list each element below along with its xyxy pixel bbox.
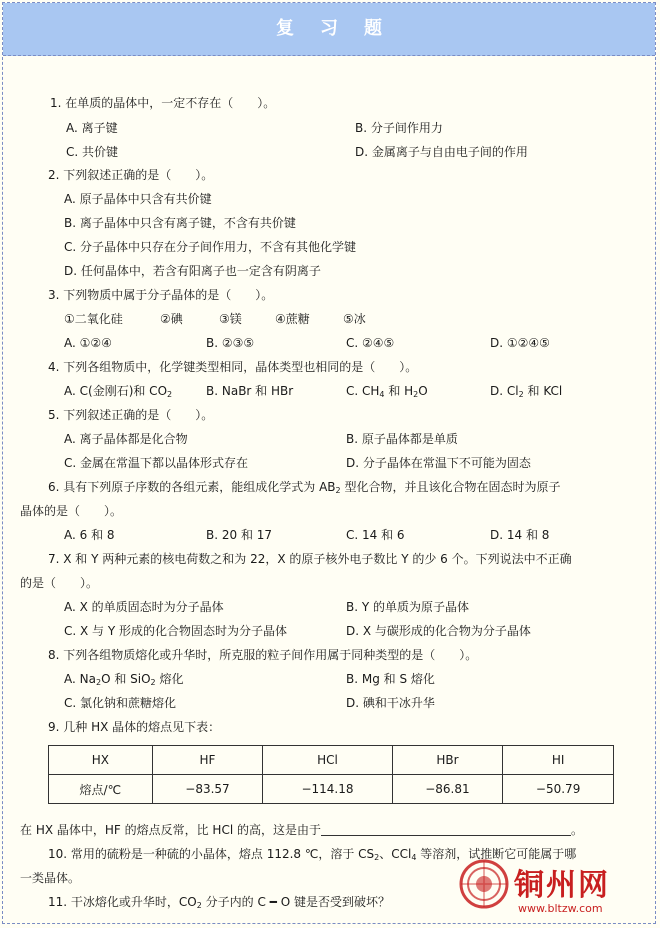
q3-item: ②碘 xyxy=(160,312,183,326)
q8-option-a: A. $Na_2O$ 和 SiO$_2$ 熔化 xyxy=(64,672,184,687)
site-url[interactable]: www.bltzw.com xyxy=(518,902,603,915)
q6-stem: 6. 具有下列原子序数的各组元素，能组成化学式为 $AB_2$ 型化合物，并且该化合物在固态时为原子 xyxy=(48,480,561,495)
q7-option-d: D. X 与碳形成的化合物为分子晶体 xyxy=(346,624,531,638)
table-cell: −83.57 xyxy=(152,775,263,804)
q6-option-b: B. 20 和 17 xyxy=(206,528,273,542)
q3-option-c: C. ②④⑤ xyxy=(346,336,395,350)
table-row-label: 熔点/℃ xyxy=(49,775,153,804)
q9-followup: 在 HX 晶体中，HF 的熔点反常，比 HCl 的高，这是由于 。 xyxy=(20,823,583,837)
q6-option-d: D. 14 和 8 xyxy=(490,528,550,542)
q7-option-b: B. Y 的单质为原子晶体 xyxy=(346,600,470,614)
q8-option-c: C. 氯化钠和蔗糖熔化 xyxy=(64,696,177,710)
site-logo-icon xyxy=(458,858,510,910)
q1-option-a: A. 离子键 xyxy=(66,121,118,135)
q7-option-a: A. X 的单质固态时为分子晶体 xyxy=(64,600,224,614)
q3-option-d: D. ①②④⑤ xyxy=(490,336,550,350)
table-header-cell: HCl xyxy=(263,746,392,775)
q2-option-d: D. 任何晶体中，若含有阳离子也一定含有阴离子 xyxy=(64,264,321,278)
q5-option-d: D. 分子晶体在常温下不可能为固态 xyxy=(346,456,531,470)
q3-item: ①二氧化硅 xyxy=(64,312,123,326)
q2-option-c: C. 分子晶体中只存在分子间作用力，不含有其他化学键 xyxy=(64,240,357,254)
table-header-cell: HBr xyxy=(392,746,503,775)
q6-option-a: A. 6 和 8 xyxy=(64,528,115,542)
q5-stem: 5. 下列叙述正确的是（ ）。 xyxy=(48,408,214,422)
q3-stem: 3. 下列物质中属于分子晶体的是（ ）。 xyxy=(48,288,274,302)
q8-option-b: B. Mg 和 S 熔化 xyxy=(346,672,435,686)
q2-option-a: A. 原子晶体中只含有共价键 xyxy=(64,192,212,206)
q2-stem: 2. 下列叙述正确的是（ ）。 xyxy=(48,168,214,182)
table-header-cell: HI xyxy=(503,746,614,775)
site-name: 铜州网 xyxy=(514,868,610,903)
q1-option-c: C. 共价键 xyxy=(66,145,119,159)
table-row xyxy=(49,775,614,804)
table-cell: −86.81 xyxy=(392,775,503,804)
q3-option-b: B. ②③⑤ xyxy=(206,336,255,350)
melting-point-table xyxy=(48,745,614,804)
q3-option-a: A. ①②④ xyxy=(64,336,112,350)
answer-blank[interactable] xyxy=(321,823,571,836)
q11-stem: 11. 干冰熔化或升华时，$CO_2$ 分子内的 C ━ O 键是否受到破坏？ xyxy=(48,895,390,910)
q6-option-c: C. 14 和 6 xyxy=(346,528,405,542)
q8-option-d: D. 碘和干冰升华 xyxy=(346,696,435,710)
q7-option-c: C. X 与 Y 形成的化合物固态时为分子晶体 xyxy=(64,624,288,638)
q1-option-b: B. 分子间作用力 xyxy=(355,121,443,135)
q8-stem: 8. 下列各组物质熔化或升华时，所克服的粒子间作用属于同种类型的是（ ）。 xyxy=(48,648,478,662)
q5-option-c: C. 金属在常温下都以晶体形式存在 xyxy=(64,456,249,470)
q3-item: ③镁 xyxy=(219,312,242,326)
q1-option-d: D. 金属离子与自由电子间的作用 xyxy=(355,145,528,159)
q5-option-a: A. 离子晶体都是化合物 xyxy=(64,432,188,446)
q5-option-b: B. 原子晶体都是单质 xyxy=(346,432,458,446)
q4-option-c: C. $CH_4$ 和 $H_2O$ xyxy=(346,384,428,399)
q10-stem-cont: 一类晶体。 xyxy=(20,871,81,885)
q2-option-b: B. 离子晶体中只含有离子键，不含有共价键 xyxy=(64,216,296,230)
q7-stem-cont: 的是（ ）。 xyxy=(20,576,99,590)
q4-option-a: A. C(金刚石)和 $CO_2$ xyxy=(64,384,173,399)
table-cell: −114.18 xyxy=(263,775,392,804)
table-header-cell: HF xyxy=(152,746,263,775)
q4-option-d: D. $Cl_2$ 和 KCl xyxy=(490,384,563,399)
page-title: 复习题 xyxy=(276,18,408,39)
q1-stem: 1. 在单质的晶体中，一定不存在（ ）。 xyxy=(50,96,276,110)
q7-stem: 7. X 和 Y 两种元素的核电荷数之和为 22，X 的原子核外电子数比 Y 的少 6 个。下列说法中不正确 xyxy=(48,552,572,566)
table-header-row xyxy=(49,746,614,775)
q3-item: ④蔗糖 xyxy=(275,312,310,326)
header-banner xyxy=(3,3,655,56)
q4-option-b: B. NaBr 和 HBr xyxy=(206,384,294,398)
q6-stem-cont: 晶体的是（ ）。 xyxy=(20,504,123,518)
q10-stem: 10. 常用的硫粉是一种硫的小晶体，熔点 112.8 ℃，溶于 $CS_2$、CCl$_4$ 等溶剂，试推断它可能属于哪 xyxy=(48,847,577,862)
table-cell: −50.79 xyxy=(503,775,614,804)
q4-stem: 4. 下列各组物质中，化学键类型相同，晶体类型也相同的是（ ）。 xyxy=(48,360,418,374)
q9-stem: 9. 几种 HX 晶体的熔点见下表： xyxy=(48,720,221,734)
site-watermark xyxy=(454,856,654,924)
table-header-cell: HX xyxy=(49,746,153,775)
q3-item: ⑤冰 xyxy=(343,312,366,326)
